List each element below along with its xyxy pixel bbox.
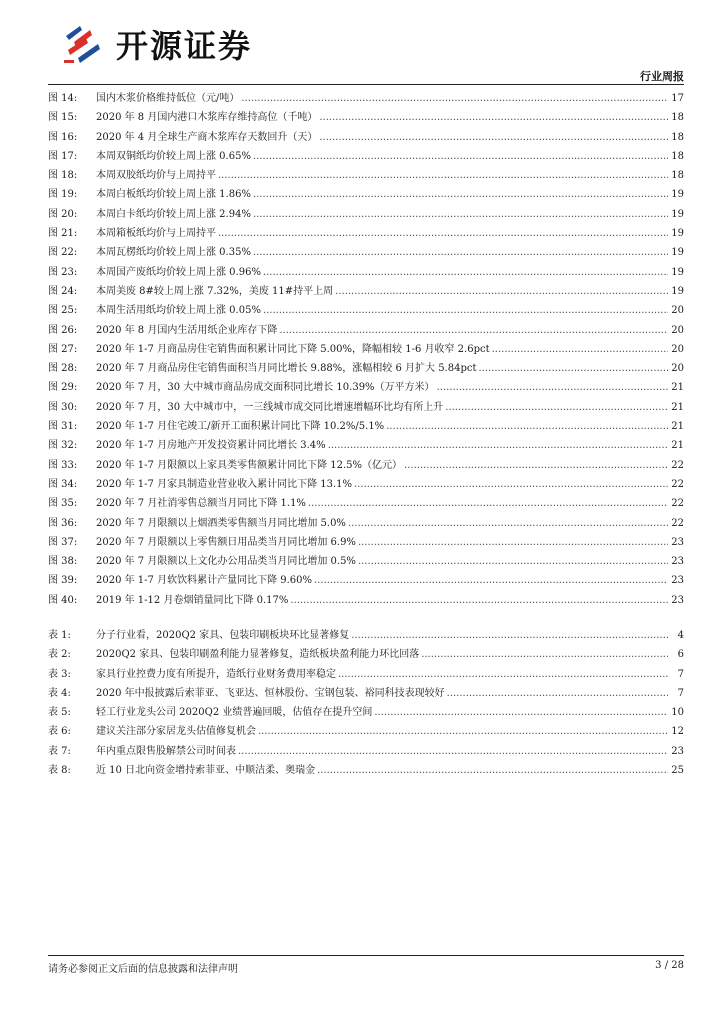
toc-entry-title: 本周瓦楞纸均价较上周上涨 0.35% bbox=[96, 247, 251, 259]
toc-entry[interactable] bbox=[48, 742, 684, 761]
toc-entry[interactable] bbox=[48, 89, 684, 108]
toc-entry[interactable] bbox=[48, 205, 684, 224]
toc-entry-title: 建议关注部分家居龙头估值修复机会 bbox=[96, 726, 256, 738]
dot-leader bbox=[492, 340, 668, 359]
toc-entry[interactable] bbox=[48, 359, 684, 378]
toc-entry-label: 图 24: bbox=[48, 285, 78, 297]
dot-leader bbox=[421, 645, 668, 664]
toc-entry-page: 25 bbox=[671, 765, 684, 777]
dot-leader bbox=[253, 205, 668, 224]
toc-entry-label: 表 1: bbox=[48, 630, 71, 641]
toc-entry-title: 2020 年 1-7 月住宅竣工/新开工面积累计同比下降 10.2%/5.1% bbox=[96, 421, 385, 433]
toc-entry[interactable] bbox=[48, 626, 684, 645]
dot-leader bbox=[241, 89, 668, 108]
toc-entry-label: 表 6: bbox=[48, 726, 71, 738]
toc-entry-title: 2020 年 1-7 月商品房住宅销售面积累计同比下降 5.00%，降幅相较 1-6 月收窄 2.6pct bbox=[96, 343, 490, 355]
toc-entry-label: 图 19: bbox=[48, 189, 78, 201]
toc-entry[interactable] bbox=[48, 321, 684, 340]
dot-leader bbox=[253, 243, 668, 262]
toc-entry-page: 22 bbox=[671, 459, 684, 471]
toc-entry-label: 图 16: bbox=[48, 131, 78, 143]
toc-entry-title: 2020 年 7 月，30 大中城市商品房成交面积同比增长 10.39%（万平方米） bbox=[96, 382, 435, 394]
toc-entry-page: 18 bbox=[671, 112, 684, 124]
dot-leader bbox=[319, 128, 668, 147]
toc-entry-page: 18 bbox=[671, 150, 684, 162]
toc-entry-label: 图 14: bbox=[48, 93, 78, 104]
dot-leader bbox=[218, 224, 668, 243]
toc-entry-label: 表 7: bbox=[48, 745, 71, 757]
toc-entry[interactable] bbox=[48, 147, 684, 166]
toc-entry[interactable] bbox=[48, 301, 684, 320]
toc-entry-title: 2020 年 1-7 月家具制造业营业收入累计同比下降 13.1% bbox=[96, 478, 353, 490]
toc-entry-title: 本周国产废纸均价较上周上涨 0.96% bbox=[96, 266, 261, 278]
toc-entry-title: 本周白卡纸均价较上周上涨 2.94% bbox=[96, 208, 251, 220]
toc-entry-label: 图 30: bbox=[48, 401, 78, 413]
toc-entry-label: 图 25: bbox=[48, 305, 78, 317]
dot-leader bbox=[263, 301, 668, 320]
toc-entry[interactable] bbox=[48, 436, 684, 455]
toc-entry[interactable] bbox=[48, 591, 684, 610]
dot-leader bbox=[314, 571, 668, 590]
dot-leader bbox=[354, 475, 668, 494]
toc-entry[interactable] bbox=[48, 761, 684, 780]
toc-entry-page: 19 bbox=[671, 228, 684, 240]
toc-entry-page: 23 bbox=[671, 575, 684, 587]
toc-entry-page: 23 bbox=[671, 594, 684, 606]
toc-entry[interactable] bbox=[48, 665, 684, 684]
footer-disclaimer: 请务必参阅正文后面的信息披露和法律声明 bbox=[48, 964, 238, 975]
page-header bbox=[48, 14, 684, 84]
dot-leader bbox=[279, 321, 668, 340]
toc-entry-label: 图 20: bbox=[48, 208, 78, 220]
toc-entry-label: 图 37: bbox=[48, 536, 78, 548]
toc-entry-label: 图 33: bbox=[48, 459, 78, 471]
toc-entry-title: 分子行业看，2020Q2 家具、包装印刷板块环比显著修复 bbox=[96, 630, 350, 641]
dot-leader bbox=[478, 359, 668, 378]
dot-leader bbox=[348, 514, 668, 533]
toc-entry-page: 7 bbox=[677, 687, 684, 699]
dot-leader bbox=[338, 665, 668, 684]
toc-entry[interactable] bbox=[48, 398, 684, 417]
company-name: 开源证券 bbox=[116, 27, 253, 65]
toc-entry-title: 本周美废 8#较上周上涨 7.32%，美废 11#持平上周 bbox=[96, 285, 334, 297]
toc-entry-page: 23 bbox=[671, 556, 684, 568]
dot-leader bbox=[437, 378, 668, 397]
toc-entry-page: 17 bbox=[671, 93, 684, 104]
toc-entry-title: 本周双铜纸均价较上周上涨 0.65% bbox=[96, 150, 251, 162]
toc-entry[interactable] bbox=[48, 108, 684, 127]
toc-entry[interactable] bbox=[48, 684, 684, 703]
toc-entry[interactable] bbox=[48, 378, 684, 397]
toc-entry-title: 2020 年中报披露后索菲亚、飞亚达、恒林股份、宝钢包装、裕同科技表现较好 bbox=[96, 687, 445, 699]
toc-entry-title: 2020 年 7 月限额以上零售额日用品类当月同比增加 6.9% bbox=[96, 536, 356, 548]
dot-leader bbox=[290, 591, 668, 610]
dot-leader bbox=[374, 703, 668, 722]
toc-entry[interactable] bbox=[48, 282, 684, 301]
dot-leader bbox=[218, 166, 668, 185]
toc-entry[interactable] bbox=[48, 263, 684, 282]
dot-leader bbox=[317, 761, 668, 780]
toc-entry[interactable] bbox=[48, 645, 684, 664]
toc-entry-label: 图 26: bbox=[48, 324, 78, 336]
toc-entry-label: 图 32: bbox=[48, 440, 78, 452]
dot-leader bbox=[447, 684, 668, 703]
table-list bbox=[48, 626, 684, 780]
toc-entry-title: 2020 年 1-7 月房地产开发投资累计同比增长 3.4% bbox=[96, 440, 326, 452]
toc-entry-label: 图 36: bbox=[48, 517, 78, 529]
company-logo bbox=[60, 20, 252, 68]
toc-entry-page: 10 bbox=[671, 707, 684, 719]
toc-entry-label: 表 2: bbox=[48, 649, 71, 661]
figure-list bbox=[48, 89, 684, 610]
toc-entry[interactable] bbox=[48, 340, 684, 359]
toc-entry-label: 图 39: bbox=[48, 575, 78, 587]
toc-entry[interactable] bbox=[48, 166, 684, 185]
footer-divider bbox=[48, 955, 684, 956]
toc-entry[interactable] bbox=[48, 703, 684, 722]
toc-entry-title: 国内木浆价格维持低位（元/吨） bbox=[96, 93, 240, 104]
toc-entry-label: 图 23: bbox=[48, 266, 78, 278]
toc-entry-page: 21 bbox=[671, 382, 684, 394]
toc-entry-label: 表 3: bbox=[48, 668, 71, 680]
toc-entry-label: 图 28: bbox=[48, 363, 78, 375]
toc-entry-page: 20 bbox=[671, 324, 684, 336]
toc-entry-page: 19 bbox=[671, 189, 684, 201]
toc-entry-page: 18 bbox=[671, 170, 684, 182]
toc-entry-page: 12 bbox=[671, 726, 684, 738]
dot-leader bbox=[308, 494, 668, 513]
toc-entry[interactable] bbox=[48, 475, 684, 494]
dot-leader bbox=[386, 417, 668, 436]
toc-entry-page: 7 bbox=[677, 668, 684, 680]
page-number: 3 / 28 bbox=[655, 960, 684, 971]
toc-entry-label: 图 34: bbox=[48, 478, 78, 490]
toc-entry-page: 18 bbox=[671, 131, 684, 143]
toc-entry-title: 家具行业控费力度有所提升，造纸行业财务费用率稳定 bbox=[96, 668, 336, 680]
toc-entry-page: 19 bbox=[671, 285, 684, 297]
toc-entry-label: 图 17: bbox=[48, 150, 78, 162]
dot-leader bbox=[258, 722, 668, 741]
toc-entry[interactable] bbox=[48, 128, 684, 147]
toc-entry-label: 表 5: bbox=[48, 707, 71, 719]
toc-entry-label: 图 38: bbox=[48, 556, 78, 568]
toc-entry-label: 图 27: bbox=[48, 343, 78, 355]
toc-entry-label: 图 15: bbox=[48, 112, 78, 124]
toc-entry-page: 20 bbox=[671, 363, 684, 375]
toc-entry-title: 2020 年 8 月国内港口木浆库存维持高位（千吨） bbox=[96, 112, 318, 124]
toc-entry-page: 19 bbox=[671, 247, 684, 259]
toc-entry-title: 2020 年 4 月全球生产商木浆库存天数回升（天） bbox=[96, 131, 318, 143]
toc-entry[interactable] bbox=[48, 417, 684, 436]
dot-leader bbox=[445, 398, 668, 417]
dot-leader bbox=[238, 742, 668, 761]
toc-entry-title: 2020 年 7 月限额以上烟酒类零售额当月同比增加 5.0% bbox=[96, 517, 346, 529]
dot-leader bbox=[319, 108, 668, 127]
toc-entry-title: 近 10 日北向资金增持索菲亚、中顺洁柔、奥瑞金 bbox=[96, 765, 316, 777]
dot-leader bbox=[328, 436, 668, 455]
toc-entry-title: 年内重点限售股解禁公司时间表 bbox=[96, 745, 236, 757]
toc-entry-label: 图 29: bbox=[48, 382, 78, 394]
toc-entry-page: 22 bbox=[671, 498, 684, 510]
toc-entry-title: 2020 年 7 月，30 大中城市中，一三线城市成交同比增速增幅环比均有所上升 bbox=[96, 401, 444, 413]
kaiyuan-logo-icon bbox=[60, 20, 110, 68]
toc-entry-page: 6 bbox=[677, 649, 684, 661]
toc-entry-title: 2019 年 1-12 月卷烟销量同比下降 0.17% bbox=[96, 594, 289, 606]
toc-entry-label: 图 22: bbox=[48, 247, 78, 259]
dot-leader bbox=[253, 185, 668, 204]
toc-entry-page: 19 bbox=[671, 266, 684, 278]
toc-entry[interactable] bbox=[48, 243, 684, 262]
toc-entry-label: 图 31: bbox=[48, 421, 78, 433]
toc-entry-page: 19 bbox=[671, 208, 684, 220]
toc-entry[interactable] bbox=[48, 552, 684, 571]
report-type: 行业周报 bbox=[640, 70, 684, 83]
toc-entry-label: 图 21: bbox=[48, 228, 78, 240]
toc-entry[interactable] bbox=[48, 571, 684, 590]
toc-entry-title: 2020Q2 家具、包装印刷盈利能力显著修复，造纸板块盈利能力环比回落 bbox=[96, 649, 420, 661]
toc-entry-label: 图 40: bbox=[48, 594, 78, 606]
toc-entry-title: 2020 年 7 月社消零售总额当月同比下降 1.1% bbox=[96, 498, 306, 510]
toc-entry[interactable] bbox=[48, 533, 684, 552]
dot-leader bbox=[358, 552, 668, 571]
toc-entry-title: 本周双胶纸均价与上周持平 bbox=[96, 170, 216, 182]
toc-entry-page: 21 bbox=[671, 401, 684, 413]
dot-leader bbox=[404, 456, 668, 475]
toc-entry-title: 2020 年 7 月限额以上文化办公用品类当月同比增加 0.5% bbox=[96, 556, 356, 568]
dot-leader bbox=[263, 263, 668, 282]
toc-entry-title: 2020 年 1-7 月限额以上家具类零售额累计同比下降 12.5%（亿元） bbox=[96, 459, 403, 471]
toc-entry-page: 21 bbox=[671, 421, 684, 433]
toc-entry-label: 图 35: bbox=[48, 498, 78, 510]
toc-entry-title: 本周生活用纸均价较上周上涨 0.05% bbox=[96, 305, 261, 317]
header-divider bbox=[48, 84, 684, 85]
toc-entry[interactable] bbox=[48, 185, 684, 204]
toc-entry[interactable] bbox=[48, 722, 684, 741]
toc-entry-title: 2020 年 7 月商品房住宅销售面积当月同比增长 9.88%，涨幅相较 6 月扩大 5.84pct bbox=[96, 363, 477, 375]
dot-leader bbox=[358, 533, 668, 552]
toc-entry-label: 表 4: bbox=[48, 687, 71, 699]
toc-entry-page: 22 bbox=[671, 517, 684, 529]
toc-entry-title: 2020 年 1-7 月软饮料累计产量同比下降 9.60% bbox=[96, 575, 313, 587]
toc-entry[interactable] bbox=[48, 514, 684, 533]
toc-entry[interactable] bbox=[48, 224, 684, 243]
toc-entry[interactable] bbox=[48, 456, 684, 475]
toc-entry-page: 23 bbox=[671, 745, 684, 757]
toc-entry-page: 4 bbox=[677, 630, 684, 641]
toc-entry-title: 本周箱板纸均价与上周持平 bbox=[96, 228, 216, 240]
toc-entry-title: 本周白板纸均价较上周上涨 1.86% bbox=[96, 189, 251, 201]
toc-entry-title: 轻工行业龙头公司 2020Q2 业绩普遍回暖，估值存在提升空间 bbox=[96, 707, 373, 719]
toc-entry-title: 2020 年 8 月国内生活用纸企业库存下降 bbox=[96, 324, 278, 336]
toc-entry-label: 表 8: bbox=[48, 765, 71, 777]
dot-leader bbox=[253, 147, 668, 166]
toc-entry-page: 20 bbox=[671, 343, 684, 355]
toc-entry-label: 图 18: bbox=[48, 170, 78, 182]
dot-leader bbox=[351, 626, 668, 645]
toc-entry-page: 22 bbox=[671, 478, 684, 490]
toc-entry-page: 23 bbox=[671, 536, 684, 548]
toc-entry-page: 21 bbox=[671, 440, 684, 452]
toc-entry[interactable] bbox=[48, 494, 684, 513]
dot-leader bbox=[335, 282, 668, 301]
toc-entry-page: 20 bbox=[671, 305, 684, 317]
